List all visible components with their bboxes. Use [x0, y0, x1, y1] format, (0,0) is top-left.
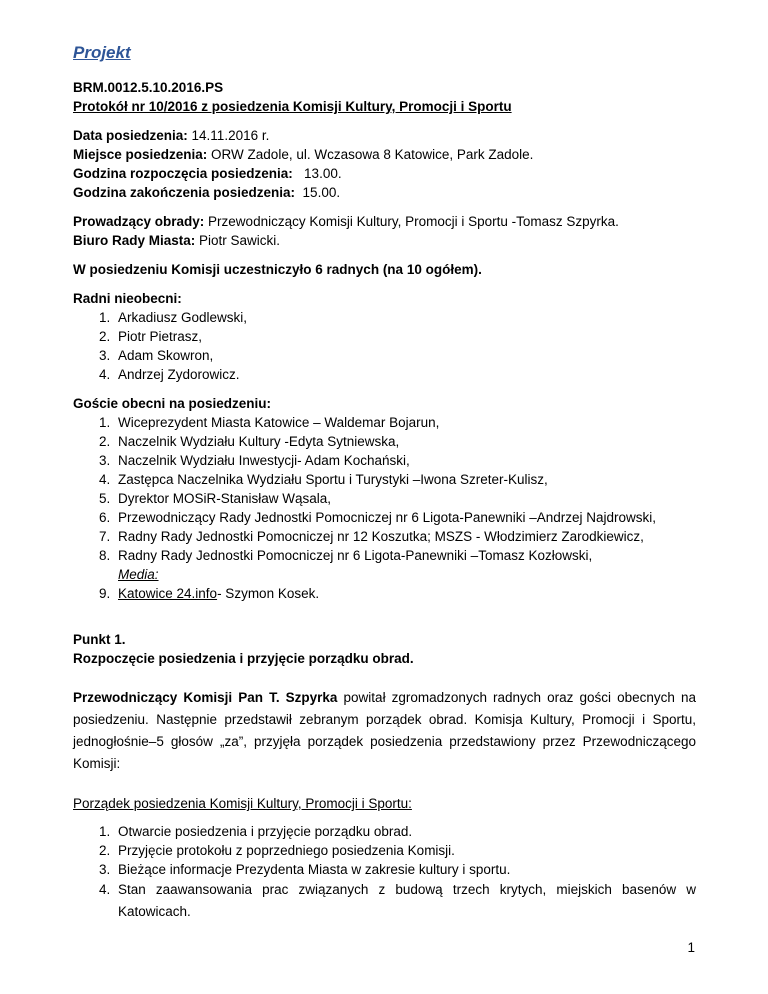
- absent-heading: Radni nieobecni:: [73, 291, 182, 306]
- point1-subtitle: Rozpoczęcie posiedzenia i przyjęcie porządku obrad.: [73, 651, 414, 666]
- place-value: ORW Zadole, ul. Wczasowa 8 Katowice, Park Zadole.: [207, 147, 534, 162]
- start-value: 13.00.: [292, 166, 342, 181]
- list-item: 4. Andrzej Zydorowicz.: [99, 367, 240, 382]
- start-label: Godzina rozpoczęcia posiedzenia:: [73, 166, 293, 181]
- list-item: 1. Arkadiusz Godlewski,: [99, 310, 248, 325]
- guests-list: [73, 413, 696, 565]
- chair-value: Przewodniczący Komisji Kultury, Promocji i Sportu -Tomasz Szpyrka.: [204, 214, 619, 229]
- date-value: 14.11.2016 r.: [187, 128, 270, 143]
- list-item: 9. Katowice 24.info- Szymon Kosek.: [99, 586, 320, 601]
- office-value: Piotr Sawicki.: [195, 233, 281, 248]
- end-label: Godzina zakończenia posiedzenia:: [73, 185, 296, 200]
- document-title: Protokół nr 10/2016 z posiedzenia Komisji Kultury, Promocji i Sportu: [73, 99, 512, 114]
- speaker-name: Przewodniczący Komisji Pan T. Szpyrka: [73, 690, 338, 705]
- list-item: 4. Zastępca Naczelnika Wydziału Sportu i Turystyki –Iwona Szreter-Kulisz,: [99, 472, 548, 487]
- end-value: 15.00.: [295, 185, 341, 200]
- guests-heading: Goście obecni na posiedzeniu:: [73, 396, 272, 411]
- list-item: 6. Przewodniczący Rady Jednostki Pomocniczej nr 6 Ligota-Panewniki –Andrzej Najdrowski,: [99, 510, 656, 525]
- list-item: 1. Otwarcie posiedzenia i przyjęcie porządku obrad.: [99, 824, 413, 839]
- meeting-details: [73, 126, 696, 202]
- point1-paragraph: [73, 687, 696, 775]
- office-label: Biuro Rady Miasta:: [73, 233, 196, 248]
- list-item: 3. Naczelnik Wydziału Inwestycji- Adam Kochański,: [99, 453, 410, 468]
- list-item: 2. Piotr Pietrasz,: [99, 329, 203, 344]
- agenda-list: [73, 822, 696, 923]
- point1-title: Punkt 1.: [73, 632, 126, 647]
- date-label: Data posiedzenia:: [73, 128, 188, 143]
- list-item: 1. Wiceprezydent Miasta Katowice – Waldemar Bojarun,: [99, 415, 440, 430]
- media-link[interactable]: Katowice 24.info: [118, 586, 218, 601]
- document-reference: BRM.0012.5.10.2016.PS: [73, 80, 224, 95]
- list-item: 5. Dyrektor MOSiR-Stanisław Wąsala,: [99, 491, 332, 506]
- list-item: 4. Stan zaawansowania prac związanych z budową trzech krytych, miejskich basenów w Katowicach.: [99, 882, 696, 919]
- list-item: 7. Radny Rady Jednostki Pomocniczej nr 12 Koszutka; MSZS - Włodzimierz Zarodkiewicz,: [99, 529, 644, 544]
- chair-details: [73, 212, 696, 250]
- media-label: Media:: [118, 567, 159, 582]
- projekt-label: Projekt: [73, 43, 131, 62]
- place-label: Miejsce posiedzenia:: [73, 147, 208, 162]
- list-item: 3. Bieżące informacje Prezydenta Miasta w zakresie kultury i sportu.: [99, 862, 511, 877]
- list-item: 2. Naczelnik Wydziału Kultury -Edyta Sytniewska,: [99, 434, 400, 449]
- page-number: 1: [687, 940, 695, 955]
- media-list: [73, 584, 696, 603]
- list-item: 2. Przyjęcie protokołu z poprzedniego posiedzenia Komisji.: [99, 843, 455, 858]
- chair-label: Prowadzący obrady:: [73, 214, 205, 229]
- attendance-statement: W posiedzeniu Komisji uczestniczyło 6 radnych (na 10 ogółem).: [73, 262, 482, 277]
- point1-text: powitał zgromadzonych radnych oraz gości obecnych na posiedzeniu. Następnie przedstawił zebranym porządek obrad. Komisja Kultury, Promocji i Sportu, jednogłośnie–5 głosów „za”, przyjęła porządek posiedzenia przedstawiony przez Przewodniczącego Komisji:: [73, 690, 697, 771]
- list-item: 3. Adam Skowron,: [99, 348, 214, 363]
- agenda-heading: Porządek posiedzenia Komisji Kultury, Promocji i Sportu:: [73, 796, 412, 811]
- absent-list: [73, 308, 696, 384]
- list-item: 8. Radny Rady Jednostki Pomocniczej nr 6 Ligota-Panewniki –Tomasz Kozłowski,: [99, 548, 593, 563]
